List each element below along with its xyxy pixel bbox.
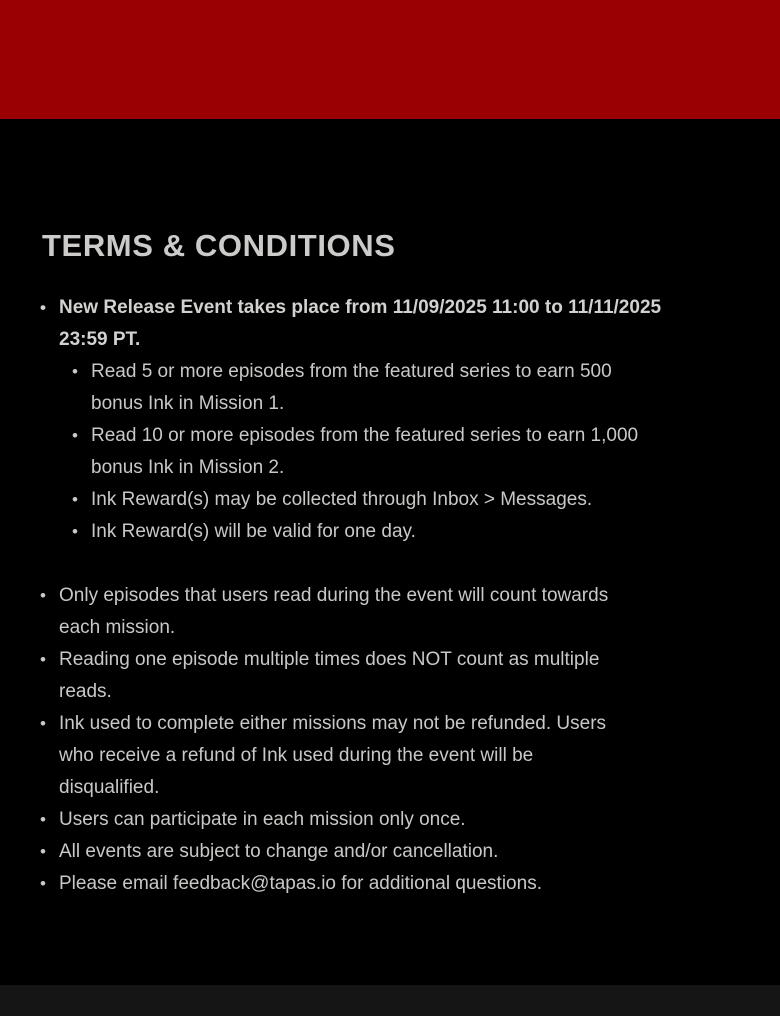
bullet-icon: •	[40, 874, 46, 893]
term-body	[91, 420, 740, 484]
term-body	[59, 804, 740, 836]
term-body	[91, 356, 740, 420]
bullet-icon: •	[40, 842, 46, 861]
term-item	[40, 580, 740, 644]
term-text: Ink Reward(s) may be collected through Inbox > Messages.	[91, 489, 593, 510]
bullet-icon: •	[40, 298, 46, 317]
terms-list	[40, 292, 740, 900]
term-text: Ink used to complete either missions may not be refunded. Users who receive a refund of Ink used during the event will be disqualified.	[59, 713, 607, 798]
bottom-strip	[0, 985, 780, 1016]
term-subitem	[72, 516, 740, 548]
bullet-icon: •	[72, 490, 78, 509]
term-body	[91, 516, 740, 548]
term-body	[59, 868, 740, 900]
term-body	[59, 644, 740, 708]
term-item	[40, 708, 740, 804]
term-item	[40, 804, 740, 836]
term-item	[40, 868, 740, 900]
term-body	[59, 580, 740, 644]
term-text: Users can participate in each mission only once.	[59, 809, 466, 830]
bullet-icon: •	[40, 650, 46, 669]
term-item	[40, 644, 740, 708]
term-subitem	[72, 356, 740, 420]
term-subitem	[72, 420, 740, 484]
term-text: All events are subject to change and/or cancellation.	[59, 841, 499, 862]
terms-heading: TERMS & CONDITIONS	[42, 228, 396, 263]
term-item	[40, 836, 740, 868]
term-sublist	[59, 356, 740, 548]
term-body	[91, 484, 740, 516]
term-text: Reading one episode multiple times does NOT count as multiple reads.	[59, 649, 600, 702]
term-text: Ink Reward(s) will be valid for one day.	[91, 521, 416, 542]
bullet-icon: •	[72, 362, 78, 381]
term-text: Read 10 or more episodes from the featured series to earn 1,000 bonus Ink in Mission 2.	[91, 425, 639, 478]
bullet-icon: •	[40, 586, 46, 605]
term-body	[59, 292, 740, 548]
bullet-icon: •	[40, 810, 46, 829]
term-text: Only episodes that users read during the event will count towards each mission.	[59, 585, 609, 638]
term-text: New Release Event takes place from 11/09/2025 11:00 to 11/11/2025 23:59 PT.	[59, 297, 662, 350]
event-banner	[0, 0, 780, 119]
term-item	[40, 292, 740, 548]
term-text: Please email feedback@tapas.io for additional questions.	[59, 873, 542, 894]
term-body	[59, 836, 740, 868]
bullet-icon: •	[72, 426, 78, 445]
term-subitem	[72, 484, 740, 516]
bullet-icon: •	[72, 522, 78, 541]
term-text: Read 5 or more episodes from the featured series to earn 500 bonus Ink in Mission 1.	[91, 361, 612, 414]
terms-section	[0, 119, 780, 985]
bullet-icon: •	[40, 714, 46, 733]
term-body	[59, 708, 740, 804]
